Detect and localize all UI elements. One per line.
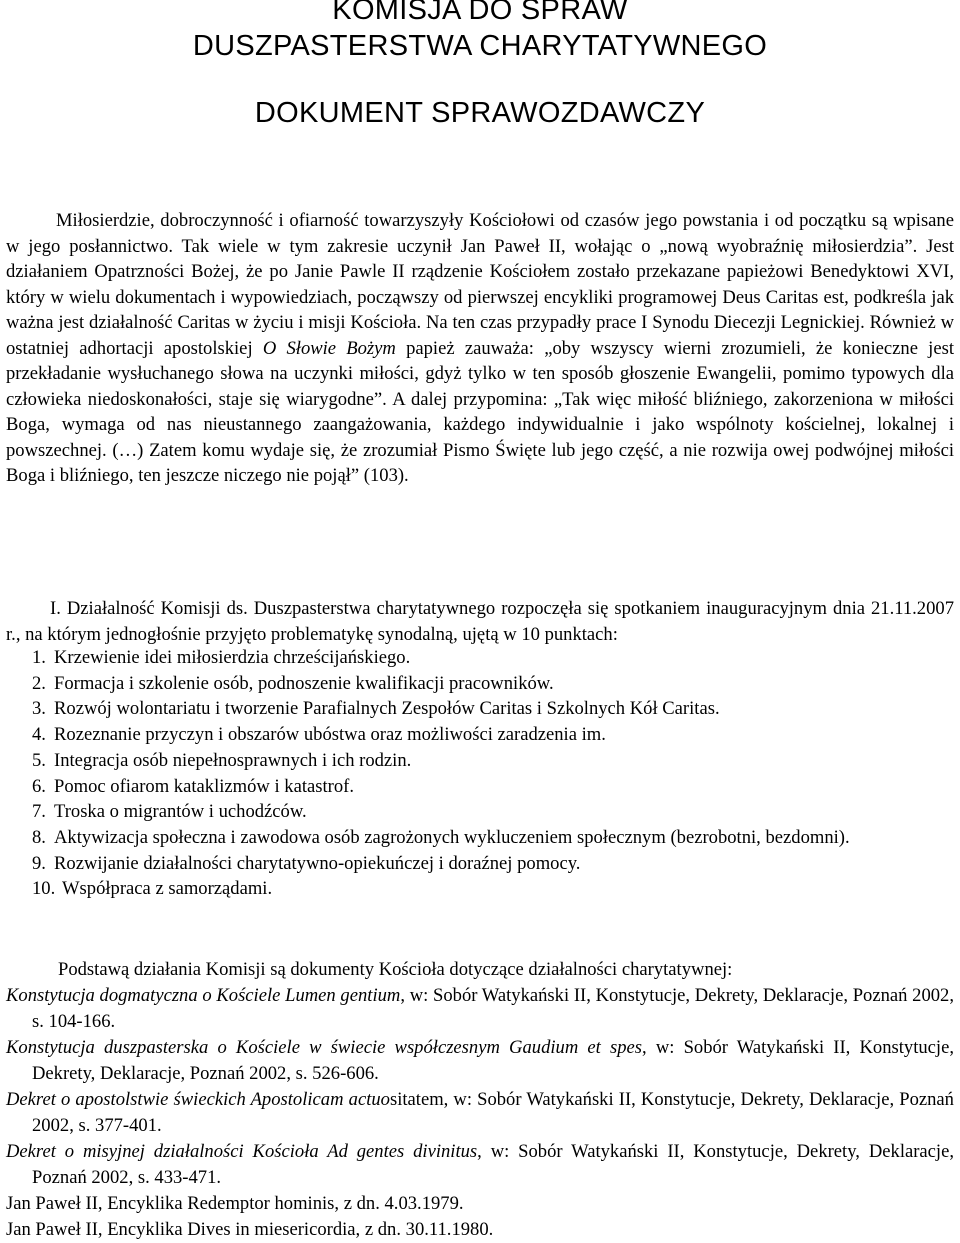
intro-paragraph [6, 208, 954, 489]
intro-text: Miłosierdzie, dobroczynność i ofiarność towarzyszyły Kościołowi od czasów jego powstania i od początku są wpisane w jego posłannictwo. Tak wiele w tym zakresie uczynił Jan Paweł II, wołając o „nową wyobraźnię miłosierdzia”. Jest działaniem Opatrzności Bożej, że po Janie Pawle II rządzenie Kościołem zostało przekazane papieżowi Benedyktowi XVI, który w wielu dokumentach i wypowiedziach, począwszy od pierwszej encykliki programowej Deus Caritas est, podkreśla jak ważna jest działalność Caritas w życiu i misji Kościoła. Na ten czas przypadły prace I Synodu Diecezji Legnickiej. Również w ostatniej adhortacji apostolskiej [6, 210, 954, 359]
document-title: DOKUMENT SPRAWOZDAWCZY [254, 97, 706, 129]
references-list [6, 983, 954, 1243]
intro-italic-title: O Słowie Bożym [262, 337, 396, 359]
list-item: 4. Rozeznanie przyczyn i obszarów ubóstwa oraz możliwości zaradzenia im. [32, 724, 606, 746]
list-item: 1. Krzewienie idei miłosierdzia chrześcijańskiego. [32, 647, 411, 668]
section-text: I. Działalność Komisji ds. Duszpasterstwa charytatywnego rozpoczęła się spotkaniem inauguracyjnym dnia 21.11.2007 r., na którym jednogłośnie przyjęto problematykę synodalną, ujętą w 10 punktach: [6, 598, 954, 645]
reference-item: Konstytucja duszpasterska o Kościele w świecie współczesnym Gaudium et spes, w: Sobór Watykański II, Konstytucje, Dekrety, Deklaracje, Poznań 2002, s. 526-606. [6, 1037, 954, 1084]
committee-title-line1: KOMISJA DO SPRAW [332, 0, 628, 26]
committee-title-line2: DUSZPASTERSTWA CHARYTATYWNEGO [192, 30, 768, 62]
intro-text-rest: papież zauważa: „oby wszyscy wierni zrozumieli, że konieczne jest przekładanie wysłuchanego słowa na uczynki miłości, gdyż tylko w ten sposób głoszenie Ewangelii, pomimo typowych dla człowieka niedoskonałości, staje się wiarygodne”. A dalej przypomina: „Tak więc miłość bliźniego, zakorzeniona w miłości Boga, wymaga od nas nieustannego zaangażowania, każdego indywidualnie i jako wspólnoty kościelnej, lokalnej i powszechnej. (…) Zatem komu wydaje się, że zrozumiał Pismo Święte lub jego część, a nie rozwija owej podwójnej miłości Boga i bliźniego, ten jeszcze niczego nie pojął” (103). [6, 337, 954, 486]
list-item: 8. Aktywizacja społeczna i zawodowa osób zagrożonych wykluczeniem społecznym (bezrobotni, bezdomni). [32, 826, 850, 848]
list-item: 6. Pomoc ofiarom kataklizmów i katastrof. [32, 775, 355, 797]
reference-item: Dekret o misyjnej działalności Kościoła Ad gentes divinitus, w: Sobór Watykański II, Konstytucje, Dekrety, Deklaracje, Poznań 2002, s. 433-471. [6, 1141, 955, 1188]
list-item: 10. Współpraca z samorządami. [32, 878, 273, 900]
list-item: 7. Troska o migrantów i uchodźców. [32, 801, 307, 823]
section-intro-paragraph [6, 596, 954, 647]
reference-item: Dekret o apostolstwie świeckich Apostolicam actuositatem, w: Sobór Watykański II, Konstytucje, Dekrety, Deklaracje, Poznań 2002, s. 377-401. [6, 1089, 954, 1136]
basis-paragraph [6, 957, 954, 983]
reference-item: Jan Paweł II, Encyklika Redemptor hominis, z dn. 4.03.1979. [6, 1193, 464, 1214]
list-item: 5. Integracja osób niepełnosprawnych i ich rodzin. [32, 749, 412, 771]
reference-item: Jan Paweł II, Encyklika Dives in miesericordia, z dn. 30.11.1980. [6, 1219, 494, 1240]
reference-item: Konstytucja dogmatyczna o Kościele Lumen gentium, w: Sobór Watykański II, Konstytucje, Dekrety, Deklaracje, Poznań 2002, s. 104-166. [6, 985, 954, 1032]
synod-points-list [6, 645, 954, 902]
list-item: 2. Formacja i szkolenie osób, podnoszenie kwalifikacji pracowników. [32, 672, 554, 694]
list-item: 3. Rozwój wolontariatu i tworzenie Parafialnych Zespołów Caritas i Szkolnych Kół Caritas. [32, 698, 720, 720]
list-item: 9. Rozwijanie działalności charytatywno-opiekuńczej i doraźnej pomocy. [32, 852, 581, 874]
basis-text: Podstawą działania Komisji są dokumenty Kościoła dotyczące działalności charytatywnej: [58, 959, 733, 980]
